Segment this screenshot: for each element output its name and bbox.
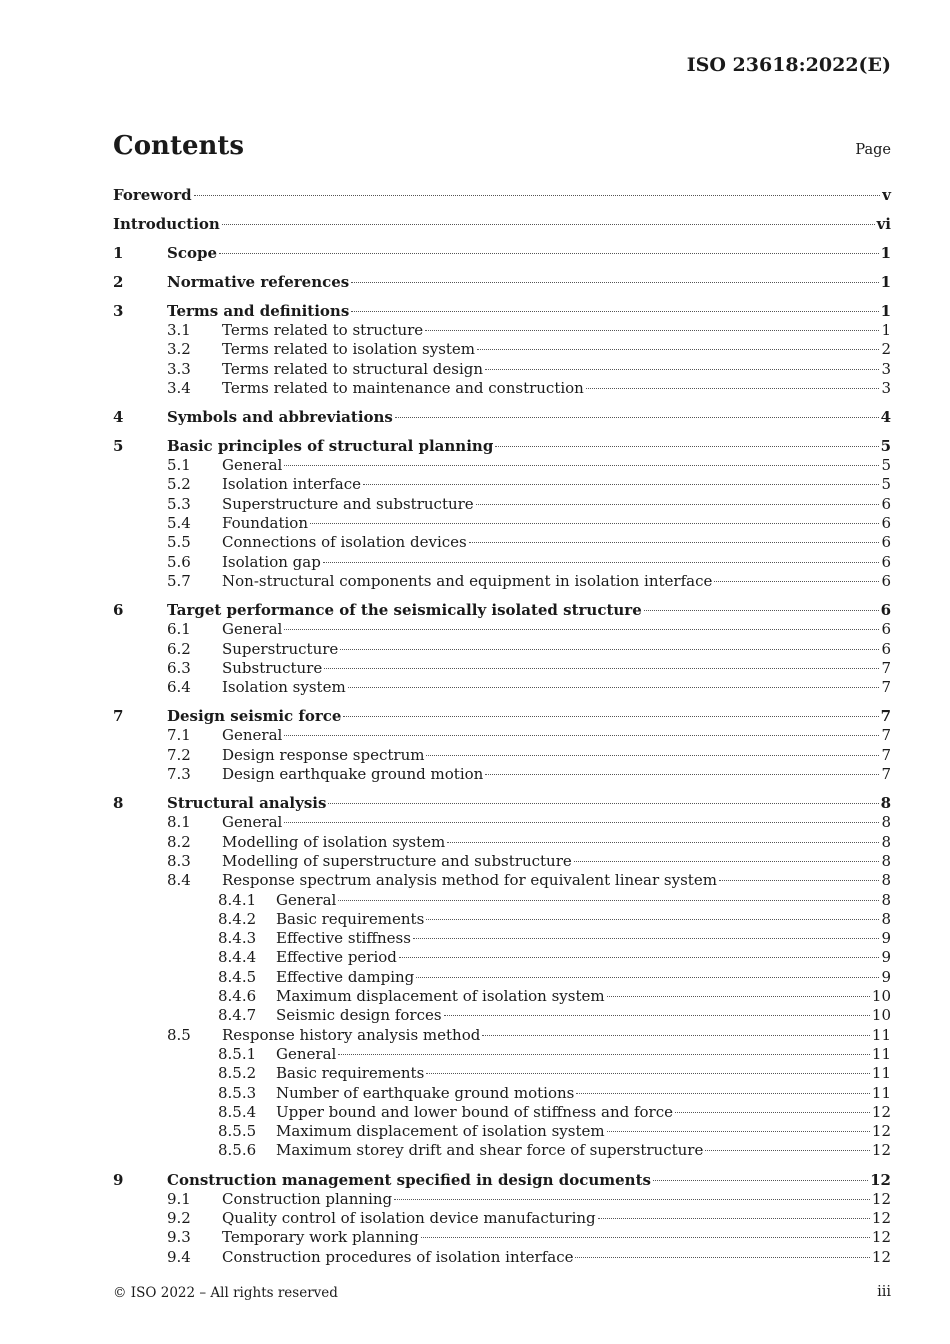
toc-entry-page: 1 bbox=[880, 244, 891, 262]
toc-entry[interactable] bbox=[113, 340, 891, 359]
toc-entry-title: Design response spectrum bbox=[222, 745, 425, 764]
toc-entry-title: General bbox=[276, 890, 337, 909]
toc-entry-title: Construction management specified in design documents bbox=[167, 1170, 651, 1189]
toc-entry[interactable] bbox=[113, 929, 891, 948]
toc-entry-title: Normative references bbox=[167, 273, 350, 291]
toc-entry-page: 6 bbox=[880, 601, 891, 620]
toc-entry-title: General bbox=[222, 456, 283, 475]
dot-leader bbox=[324, 668, 879, 669]
toc-entry-number: 8.4.2 bbox=[218, 909, 257, 928]
toc-entry-title: General bbox=[222, 726, 283, 745]
toc-entry-title: Terms and definitions bbox=[167, 302, 350, 320]
dot-leader bbox=[426, 1073, 870, 1074]
toc-entry-number: 8.4 bbox=[167, 871, 191, 890]
toc-entry-number: 8.3 bbox=[167, 851, 191, 870]
toc-entry-page: 6 bbox=[881, 620, 891, 639]
dot-leader bbox=[447, 842, 879, 843]
toc-entry[interactable] bbox=[113, 243, 891, 263]
toc-entry-page: 11 bbox=[871, 1044, 891, 1063]
toc-entry-number: 9.1 bbox=[167, 1189, 191, 1208]
toc-entry-title: Number of earthquake ground motions bbox=[276, 1083, 575, 1102]
toc-entry-number: 8.5.1 bbox=[218, 1044, 257, 1063]
toc-entry-page: 1 bbox=[880, 302, 891, 320]
toc-entry-number: 5 bbox=[113, 437, 124, 456]
toc-entry-number: 8.5.4 bbox=[218, 1102, 257, 1121]
dot-leader bbox=[495, 446, 878, 447]
dot-leader bbox=[348, 687, 880, 688]
page-title: Contents bbox=[113, 131, 245, 161]
dot-leader bbox=[421, 1237, 870, 1238]
toc-entry-title: Target performance of the seismically isolated structure bbox=[167, 601, 642, 620]
toc-entry[interactable] bbox=[113, 1122, 891, 1141]
toc-entry-title: Terms related to maintenance and construction bbox=[222, 378, 584, 397]
toc-entry[interactable] bbox=[113, 301, 891, 321]
toc-entry[interactable] bbox=[113, 1228, 891, 1247]
toc-entry-title: Maximum storey drift and shear force of superstructure bbox=[276, 1141, 704, 1160]
dot-leader bbox=[598, 1218, 870, 1219]
dot-leader bbox=[426, 755, 879, 756]
toc-entry-page: 7 bbox=[880, 707, 891, 726]
toc-entry[interactable] bbox=[113, 1103, 891, 1122]
toc-entry[interactable] bbox=[113, 600, 891, 620]
dot-leader bbox=[425, 330, 879, 331]
toc-entry-page: 12 bbox=[871, 1208, 891, 1227]
toc-entry-number: 6.2 bbox=[167, 639, 191, 658]
toc-entry[interactable] bbox=[113, 852, 891, 871]
toc-entry[interactable] bbox=[113, 871, 891, 890]
toc-entry-title: Substructure bbox=[222, 658, 323, 677]
dot-leader bbox=[343, 716, 878, 717]
toc-entry-number: 4 bbox=[113, 408, 124, 427]
toc-entry-number: 7 bbox=[113, 707, 124, 726]
toc-entry[interactable] bbox=[113, 360, 891, 379]
toc-entry[interactable] bbox=[113, 620, 891, 639]
toc-entry-number: 8.1 bbox=[167, 813, 191, 832]
dot-leader bbox=[284, 735, 879, 736]
toc-entry-number: 9.3 bbox=[167, 1228, 191, 1247]
toc-entry[interactable] bbox=[113, 272, 891, 292]
toc-entry-title: Symbols and abbreviations bbox=[167, 408, 393, 427]
toc-entry-number: 5.7 bbox=[167, 571, 191, 590]
toc-entry-number: 5.6 bbox=[167, 552, 191, 571]
toc-entry-page: 6 bbox=[881, 494, 891, 513]
toc-entry-page: 12 bbox=[871, 1247, 891, 1266]
dot-leader bbox=[653, 1180, 868, 1181]
toc-entry[interactable] bbox=[113, 1006, 891, 1025]
dot-leader bbox=[351, 282, 878, 283]
toc-entry-title: Basic requirements bbox=[276, 909, 425, 928]
toc-entry[interactable] bbox=[113, 1248, 891, 1267]
toc-entry-title: Terms related to structural design bbox=[222, 359, 484, 378]
toc-entry[interactable] bbox=[113, 436, 891, 456]
toc-entry-page: 8 bbox=[880, 794, 891, 813]
toc-entry[interactable] bbox=[113, 1026, 891, 1045]
page-column-label: Page bbox=[855, 142, 891, 158]
toc-entry-title: Isolation gap bbox=[222, 552, 321, 571]
toc-entry-page: 6 bbox=[881, 533, 891, 552]
dot-leader bbox=[310, 523, 879, 524]
toc-entry-number: 8.4.4 bbox=[218, 948, 257, 967]
toc-entry[interactable] bbox=[113, 706, 891, 726]
toc-entry[interactable] bbox=[113, 475, 891, 494]
toc-entry[interactable] bbox=[113, 456, 891, 475]
dot-leader bbox=[482, 1035, 870, 1036]
dot-leader bbox=[395, 417, 879, 418]
toc-entry-page: 7 bbox=[881, 765, 891, 784]
dot-leader bbox=[586, 388, 880, 389]
toc-entry[interactable] bbox=[113, 514, 891, 533]
toc-entry-number: 8.4.7 bbox=[218, 1006, 257, 1025]
toc-entry[interactable] bbox=[113, 572, 891, 591]
toc-entry[interactable] bbox=[113, 1064, 891, 1083]
toc-entry-page: 6 bbox=[881, 639, 891, 658]
toc-entry-page: 11 bbox=[871, 1083, 891, 1102]
toc-entry-title: Temporary work planning bbox=[222, 1228, 419, 1247]
dot-leader bbox=[485, 369, 879, 370]
toc-entry-page: 8 bbox=[881, 832, 891, 851]
toc-entry[interactable] bbox=[113, 891, 891, 910]
toc-entry[interactable] bbox=[113, 185, 891, 205]
toc-entry-page: 5 bbox=[881, 475, 891, 494]
dot-leader bbox=[477, 349, 879, 350]
toc-entry-number: 5.4 bbox=[167, 514, 191, 533]
toc-entry[interactable] bbox=[113, 214, 891, 234]
toc-entry-number: 8.5.2 bbox=[218, 1064, 257, 1083]
dot-leader bbox=[574, 861, 880, 862]
toc-entry-number: 8.2 bbox=[167, 832, 191, 851]
dot-leader bbox=[714, 581, 879, 582]
toc-entry-page: 12 bbox=[871, 1102, 891, 1121]
toc-entry[interactable] bbox=[113, 1084, 891, 1103]
dot-leader bbox=[485, 774, 879, 775]
toc-entry[interactable] bbox=[113, 833, 891, 852]
toc-entry-number: 2 bbox=[113, 273, 124, 291]
toc-entry-title: Design earthquake ground motion bbox=[222, 765, 484, 784]
toc-entry-number: 6.1 bbox=[167, 620, 191, 639]
toc-entry-title: Effective damping bbox=[276, 967, 415, 986]
toc-entry-number: 8.5.3 bbox=[218, 1083, 257, 1102]
toc-entry-title: Effective period bbox=[276, 948, 397, 967]
toc-entry-title: General bbox=[276, 1044, 337, 1063]
toc-entry-title: Effective stiffness bbox=[276, 929, 411, 948]
toc-entry-page: 6 bbox=[881, 514, 891, 533]
toc-entry-title: Construction procedures of isolation interface bbox=[222, 1247, 574, 1266]
toc-entry-number: 8.4.3 bbox=[218, 929, 257, 948]
dot-leader bbox=[219, 253, 879, 254]
toc-entry-page: 5 bbox=[881, 456, 891, 475]
toc-entry-title: Response spectrum analysis method for equivalent linear system bbox=[222, 871, 717, 890]
toc-entry-page: 11 bbox=[871, 1025, 891, 1044]
toc-entry-number: 8.4.1 bbox=[218, 890, 257, 909]
toc-entry[interactable] bbox=[113, 640, 891, 659]
toc-entry-page: 7 bbox=[881, 658, 891, 677]
toc-entry-page: 11 bbox=[871, 1064, 891, 1083]
toc-entry-number: 3 bbox=[113, 302, 124, 320]
toc-entry-title: Connections of isolation devices bbox=[222, 533, 467, 552]
toc-entry[interactable] bbox=[113, 533, 891, 552]
toc-entry-number: 7.2 bbox=[167, 745, 191, 764]
toc-entry[interactable] bbox=[113, 379, 891, 398]
toc-entry-page: 6 bbox=[881, 552, 891, 571]
toc-entry-number: 8.5 bbox=[167, 1025, 191, 1044]
toc-entry[interactable] bbox=[113, 1045, 891, 1064]
dot-leader bbox=[394, 1199, 870, 1200]
toc-entry-page: 4 bbox=[880, 408, 891, 427]
toc-entry-page: 9 bbox=[881, 929, 891, 948]
toc-entry-title: Isolation interface bbox=[222, 475, 361, 494]
toc-entry-number: 8.5.6 bbox=[218, 1141, 257, 1160]
dot-leader bbox=[323, 562, 880, 563]
dot-leader bbox=[284, 822, 879, 823]
toc-entry-number: 5.5 bbox=[167, 533, 191, 552]
toc-entry[interactable] bbox=[113, 910, 891, 929]
toc-entry[interactable] bbox=[113, 1141, 891, 1160]
dot-leader bbox=[644, 610, 879, 611]
toc-entry-page: 12 bbox=[871, 1189, 891, 1208]
toc-entry-title: Superstructure and substructure bbox=[222, 494, 474, 513]
dot-leader bbox=[705, 1150, 870, 1151]
toc-entry-title: General bbox=[222, 813, 283, 832]
dot-leader bbox=[338, 900, 879, 901]
table-of-contents bbox=[113, 185, 891, 1267]
toc-entry-title: Structural analysis bbox=[167, 794, 327, 813]
toc-entry-title: Basic requirements bbox=[276, 1064, 425, 1083]
toc-entry-page: 7 bbox=[881, 745, 891, 764]
toc-entry-number: 5.2 bbox=[167, 475, 191, 494]
toc-entry[interactable] bbox=[113, 1209, 891, 1228]
dot-leader bbox=[399, 957, 880, 958]
toc-entry[interactable] bbox=[113, 659, 891, 678]
dot-leader bbox=[416, 977, 879, 978]
dot-leader bbox=[328, 803, 878, 804]
document-id: ISO 23618:2022(E) bbox=[686, 54, 891, 76]
dot-leader bbox=[607, 996, 870, 997]
toc-entry-page: 3 bbox=[881, 378, 891, 397]
toc-entry-page: 10 bbox=[871, 1006, 891, 1025]
toc-entry-number: 6.4 bbox=[167, 678, 191, 697]
dot-leader bbox=[351, 311, 878, 312]
toc-entry-page: 3 bbox=[881, 359, 891, 378]
toc-entry-page: 8 bbox=[881, 890, 891, 909]
toc-entry-title: Basic principles of structural planning bbox=[167, 437, 494, 456]
dot-leader bbox=[413, 938, 880, 939]
toc-entry-number: 3.4 bbox=[167, 378, 191, 397]
toc-entry-number: 5.1 bbox=[167, 456, 191, 475]
toc-entry-page: 5 bbox=[880, 437, 891, 456]
toc-entry-number: 3.2 bbox=[167, 340, 191, 359]
toc-entry-page: 6 bbox=[881, 571, 891, 590]
toc-entry[interactable] bbox=[113, 1190, 891, 1209]
toc-entry-number: 9.2 bbox=[167, 1208, 191, 1227]
toc-entry-number: 8.5.5 bbox=[218, 1122, 257, 1141]
toc-entry-title: Superstructure bbox=[222, 639, 339, 658]
dot-leader bbox=[675, 1112, 870, 1113]
dot-leader bbox=[338, 1054, 870, 1055]
toc-entry-page: v bbox=[882, 186, 891, 204]
toc-entry-page: 12 bbox=[871, 1141, 891, 1160]
toc-entry-page: 12 bbox=[871, 1228, 891, 1247]
toc-entry[interactable] bbox=[113, 793, 891, 813]
toc-entry[interactable] bbox=[113, 765, 891, 784]
toc-entry[interactable] bbox=[113, 726, 891, 745]
toc-entry[interactable] bbox=[113, 987, 891, 1006]
dot-leader bbox=[444, 1015, 870, 1016]
toc-entry[interactable] bbox=[113, 321, 891, 340]
toc-entry-number: 8.4.5 bbox=[218, 967, 257, 986]
toc-entry-number: 8.4.6 bbox=[218, 987, 257, 1006]
toc-entry[interactable] bbox=[113, 968, 891, 987]
dot-leader bbox=[194, 195, 881, 196]
toc-entry-page: 1 bbox=[881, 321, 891, 339]
toc-entry-page: 12 bbox=[871, 1122, 891, 1141]
dot-leader bbox=[476, 504, 880, 505]
toc-entry-page: 12 bbox=[870, 1170, 891, 1189]
toc-entry[interactable] bbox=[113, 1170, 891, 1190]
toc-entry-title: Design seismic force bbox=[167, 707, 342, 726]
dot-leader bbox=[576, 1093, 870, 1094]
toc-entry-title: Construction planning bbox=[222, 1189, 393, 1208]
toc-entry-title: Modelling of superstructure and substructure bbox=[222, 851, 572, 870]
toc-entry-number: 7.1 bbox=[167, 726, 191, 745]
toc-entry-page: 8 bbox=[881, 813, 891, 832]
toc-entry[interactable] bbox=[113, 746, 891, 765]
dot-leader bbox=[607, 1131, 870, 1132]
dot-leader bbox=[469, 542, 880, 543]
toc-entry-number: 5.3 bbox=[167, 494, 191, 513]
toc-entry-page: 8 bbox=[881, 909, 891, 928]
toc-entry-title: Quality control of isolation device manufacturing bbox=[222, 1208, 596, 1227]
toc-entry-page: 7 bbox=[881, 678, 891, 697]
toc-entry[interactable] bbox=[113, 678, 891, 697]
toc-entry-title: Seismic design forces bbox=[276, 1006, 442, 1025]
toc-entry[interactable] bbox=[113, 407, 891, 427]
toc-entry-page: 1 bbox=[880, 273, 891, 291]
copyright-notice: © ISO 2022 – All rights reserved bbox=[113, 1285, 338, 1301]
toc-entry[interactable] bbox=[113, 813, 891, 832]
toc-entry-title: Terms related to isolation system bbox=[222, 340, 476, 359]
dot-leader bbox=[575, 1257, 869, 1258]
toc-entry-title: Terms related to structure bbox=[222, 321, 424, 339]
toc-entry[interactable] bbox=[113, 948, 891, 967]
toc-entry-number: 8 bbox=[113, 794, 124, 813]
toc-entry[interactable] bbox=[113, 553, 891, 572]
toc-entry-page: 8 bbox=[881, 871, 891, 890]
dot-leader bbox=[284, 629, 879, 630]
toc-entry[interactable] bbox=[113, 495, 891, 514]
toc-entry-title: Foundation bbox=[222, 514, 309, 533]
toc-entry-title: Upper bound and lower bound of stiffness and force bbox=[276, 1102, 674, 1121]
toc-entry-number: 3.3 bbox=[167, 359, 191, 378]
dot-leader bbox=[426, 919, 879, 920]
toc-entry-number: 6 bbox=[113, 601, 124, 620]
toc-entry-title: Maximum displacement of isolation system bbox=[276, 987, 605, 1006]
toc-entry-title: Response history analysis method bbox=[222, 1025, 481, 1044]
dot-leader bbox=[222, 224, 875, 225]
toc-entry-number: 9.4 bbox=[167, 1247, 191, 1266]
toc-entry-title: Modelling of isolation system bbox=[222, 832, 446, 851]
toc-entry-page: 9 bbox=[881, 967, 891, 986]
toc-entry-page: 10 bbox=[871, 987, 891, 1006]
toc-entry-title: Non-structural components and equipment in isolation interface bbox=[222, 571, 713, 590]
toc-entry-title: Isolation system bbox=[222, 678, 346, 697]
toc-entry-number: 3.1 bbox=[167, 321, 191, 339]
page-number: iii bbox=[877, 1284, 891, 1300]
toc-entry-title: Introduction bbox=[113, 215, 220, 233]
toc-entry-title: Foreword bbox=[113, 186, 192, 204]
toc-entry-number: 7.3 bbox=[167, 765, 191, 784]
toc-entry-title: Scope bbox=[167, 244, 218, 262]
toc-entry-page: 8 bbox=[881, 851, 891, 870]
dot-leader bbox=[284, 465, 879, 466]
toc-entry-title: General bbox=[222, 620, 283, 639]
dot-leader bbox=[719, 880, 880, 881]
toc-entry-page: 7 bbox=[881, 726, 891, 745]
toc-entry-page: 9 bbox=[881, 948, 891, 967]
toc-entry-page: 2 bbox=[881, 340, 891, 359]
toc-entry-number: 1 bbox=[113, 244, 124, 262]
dot-leader bbox=[363, 484, 879, 485]
toc-entry-page: vi bbox=[876, 215, 891, 233]
dot-leader bbox=[340, 649, 879, 650]
toc-entry-title: Maximum displacement of isolation system bbox=[276, 1122, 605, 1141]
toc-entry-number: 6.3 bbox=[167, 658, 191, 677]
toc-entry-number: 9 bbox=[113, 1170, 124, 1189]
